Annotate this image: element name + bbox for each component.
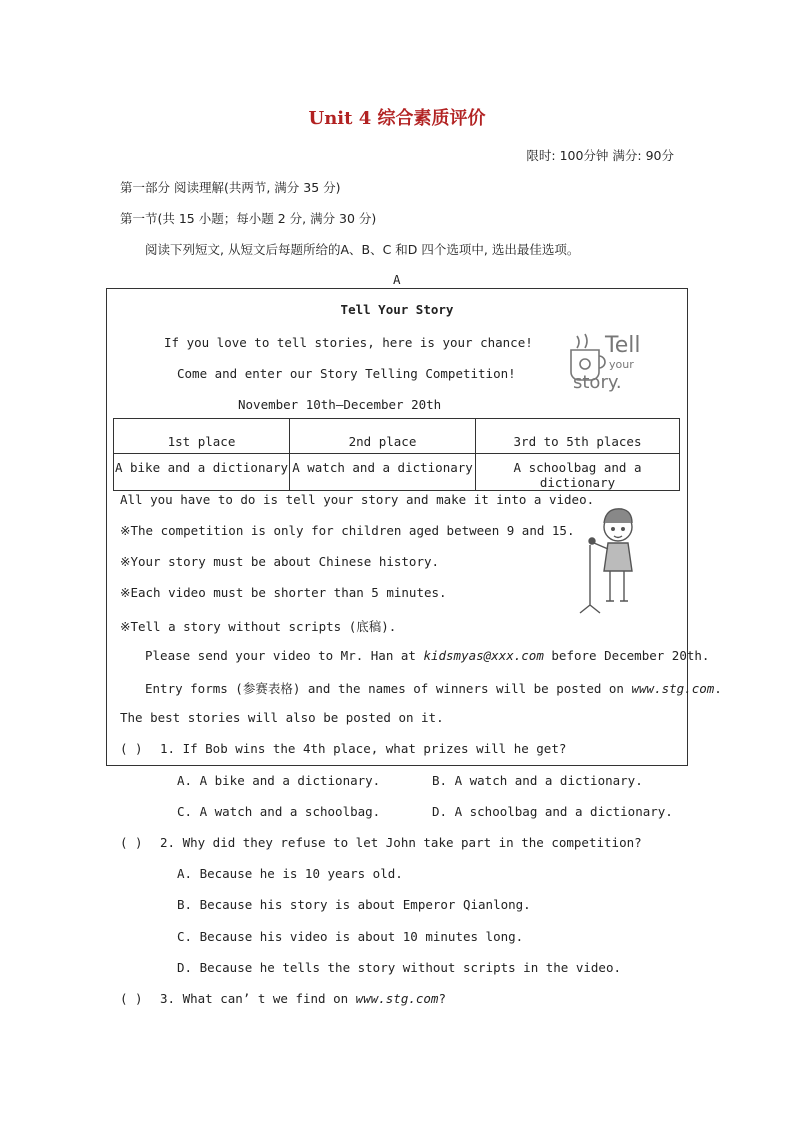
passage-line: Come and enter our Story Telling Competition! [177,366,516,381]
option-d: D. Because he tells the story without scripts in the video. [177,960,622,975]
website-link: www.stg.com [355,991,439,1006]
prize-item: A bike and a dictionary [114,454,290,491]
option-b: B. Because his story is about Emperor Qianlong. [177,897,531,912]
svg-text:your: your [609,358,634,371]
option-d: D. A schoolbag and a dictionary. [432,804,673,819]
prize-place: 1st place [114,419,290,454]
answer-blank[interactable]: ( ) [120,741,143,756]
passage-label: A [393,272,401,287]
page-title: Unit 4 综合素质评价 [308,108,486,129]
option-a: A. A bike and a dictionary. [177,773,381,788]
prize-table [113,418,680,491]
rule-item: ※The competition is only for children aged between 9 and 15. [120,523,575,538]
svg-text:Tell: Tell [605,333,641,358]
passage-heading: Tell Your Story [340,302,454,317]
passage-intro: All you have to do is tell your story and make it into a video. [120,492,595,507]
rule-item: ※Each video must be shorter than 5 minutes. [120,585,447,600]
part-heading: 第一部分 阅读理解(共两节, 满分 35 分) [120,180,341,195]
svg-text:story.: story. [573,372,622,393]
prize-place: 2nd place [290,419,476,454]
question-stem: 3. What can’ t we find on www.stg.com? [160,991,446,1006]
rule-item: ※Your story must be about Chinese history. [120,554,440,569]
email-address: kidsmyas@xxx.com [423,648,544,663]
option-a: A. Because he is 10 years old. [177,866,403,881]
website-link: www.stg.com [631,681,715,696]
send-instruction: Please send your video to Mr. Han at kidsmyas@xxx.com before December 20th. [145,648,710,663]
subsection-heading: 第一节(共 15 小题；每小题 2 分, 满分 30 分) [120,211,377,226]
kid-with-microphone-illustration [568,505,648,615]
question-stem: 2. Why did they refuse to let John take part in the competition? [160,835,642,850]
answer-blank[interactable]: ( ) [120,835,143,850]
entry-info: Entry forms (参赛表格) and the names of winners will be posted on www.stg.com. [145,681,722,696]
passage-line: If you love to tell stories, here is your chance! [164,335,533,350]
option-c: C. A watch and a schoolbag. [177,804,381,819]
prize-item: A schoolbag and a dictionary [476,454,680,491]
tell-your-story-logo [565,326,655,396]
instruction: 阅读下列短文, 从短文后每题所给的A、B、C 和D 四个选项中, 选出最佳选项。 [145,242,580,257]
answer-blank[interactable]: ( ) [120,991,143,1006]
prize-item: A watch and a dictionary [290,454,476,491]
rule-item: ※Tell a story without scripts (底稿). [120,619,397,634]
option-b: B. A watch and a dictionary. [432,773,643,788]
time-limit: 限时: 100分钟 满分: 90分 [526,148,674,163]
best-stories-line: The best stories will also be posted on it. [120,710,444,725]
competition-dates: November 10th—December 20th [238,397,442,412]
question-stem: 1. If Bob wins the 4th place, what prizes will he get? [160,741,567,756]
option-c: C. Because his video is about 10 minutes long. [177,929,524,944]
prize-place: 3rd to 5th places [476,419,680,454]
